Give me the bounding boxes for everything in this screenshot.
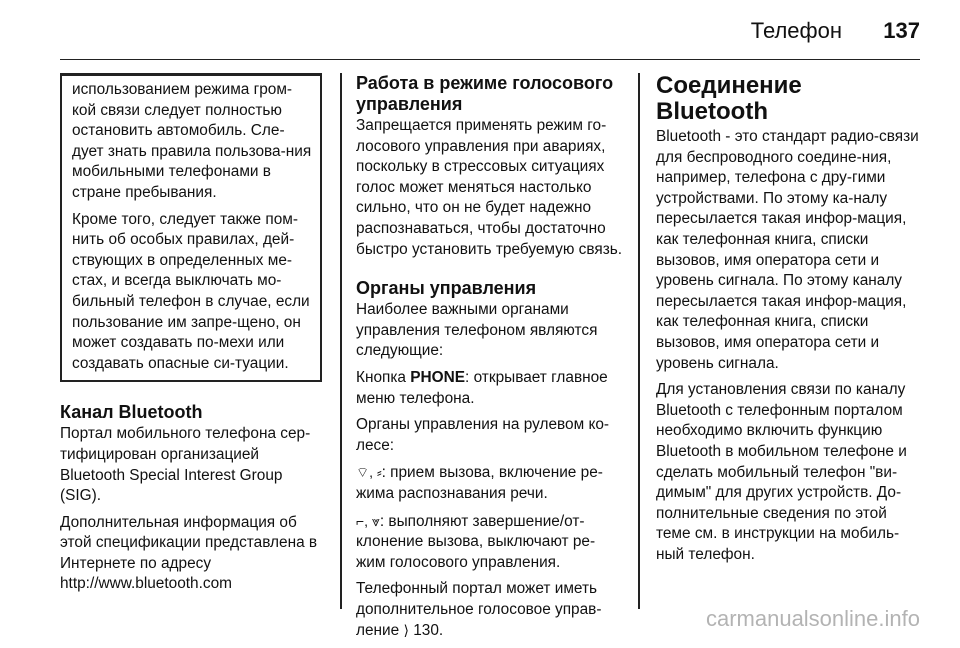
column-2: [356, 73, 624, 648]
column-divider: [638, 73, 640, 609]
column-1: [60, 73, 322, 601]
warning-paragraph: Кроме того, следует также пом-нить об особых правилах, дей-ствующих в определенных ме-стах, и всегда выключать мо-бильный телефон в случае, если пользование им запре-щено, он может создавать по-мехи или создавать опасные си-туации.: [72, 210, 310, 372]
page-reference-icon: ⟩: [403, 622, 409, 639]
paragraph-bluetooth-url: Дополнительная информация об этой спецификации представлена в Интернете по адресу http://www.bluetooth.com: [60, 513, 318, 593]
paragraph: Органы управления на рулевом ко-лесе:: [356, 416, 610, 454]
phone-button-description: Кнопка PHONE: открывает главное меню телефона.: [356, 368, 608, 407]
call-end-description: ⌐, ⩔: выполняют завершение/от-клонение вызова, выключают ре-жим голосового управления.: [356, 512, 596, 571]
section-heading-bluetooth-connection: Соединение Bluetooth: [656, 72, 802, 125]
section-heading-controls: Органы управления: [356, 278, 537, 299]
call-answer-icon: ⌔, ⸗: [356, 464, 382, 481]
warning-box: [60, 73, 322, 382]
paragraph: Запрещается применять режим го-лосового управления при авариях, поскольку в стрессовых ситуациях голос может меняться настолько сильно, что он не будет надежно распознаваться, чтобы достаточно быстро установить требуемую связь.: [356, 117, 623, 258]
paragraph: Портал мобильного телефона сер-тифицирован организацией Bluetooth Special Interest Group (SIG).: [60, 425, 311, 505]
call-end-icon: ⌐, ⩔: [356, 512, 380, 529]
paragraph: Наиболее важными органами управления телефоном являются следующие:: [356, 301, 598, 360]
column-3: [656, 73, 920, 571]
paragraph-page-reference: Телефонный портал может иметь дополнительное голосовое управ-ление ⟩ 130.: [356, 580, 602, 640]
paragraph: Для установления связи по каналу Bluetooth с телефонным порталом необходимо включить функцию Bluetooth в мобильном телефоне и сделать мобильный телефон "ви-димым" для других устройств. До-полнительные сведения по этой теме см. в инструкции на мобиль-ный телефон.: [656, 381, 907, 563]
page-title: Телефон: [750, 18, 842, 43]
column-divider: [340, 73, 342, 609]
section-heading-bluetooth-channel: Канал Bluetooth: [60, 402, 203, 423]
page-number: 137: [883, 18, 920, 43]
page-header: [60, 0, 920, 60]
phone-key-label: PHONE: [410, 368, 466, 386]
warning-paragraph: использованием режима гром-кой связи следует полностью остановить автомобиль. Сле-дует знать правила пользова-ния мобильными телефонами в стране пребывания.: [72, 81, 312, 201]
watermark: carmanualsonline.info: [705, 606, 920, 631]
call-answer-description: ⌔, ⸗: прием вызова, включение ре-жима распознавания речи.: [356, 464, 603, 502]
section-heading-voice-control: Работа в режиме голосового управления: [356, 73, 614, 114]
paragraph: Bluetooth - это стандарт радио-связи для беспроводного соедине-ния, например, телефона с дру-гими устройствами. По этому ка-налу пересылается такая инфор-мация, как телефонная книга, списки вызовов, имя оператора сети и уровень сигнала. По этому каналу пересылается такая инфор-мация, как телефонная книга, списки вызовов, имя оператора сети и уровень сигнала.: [656, 128, 919, 372]
